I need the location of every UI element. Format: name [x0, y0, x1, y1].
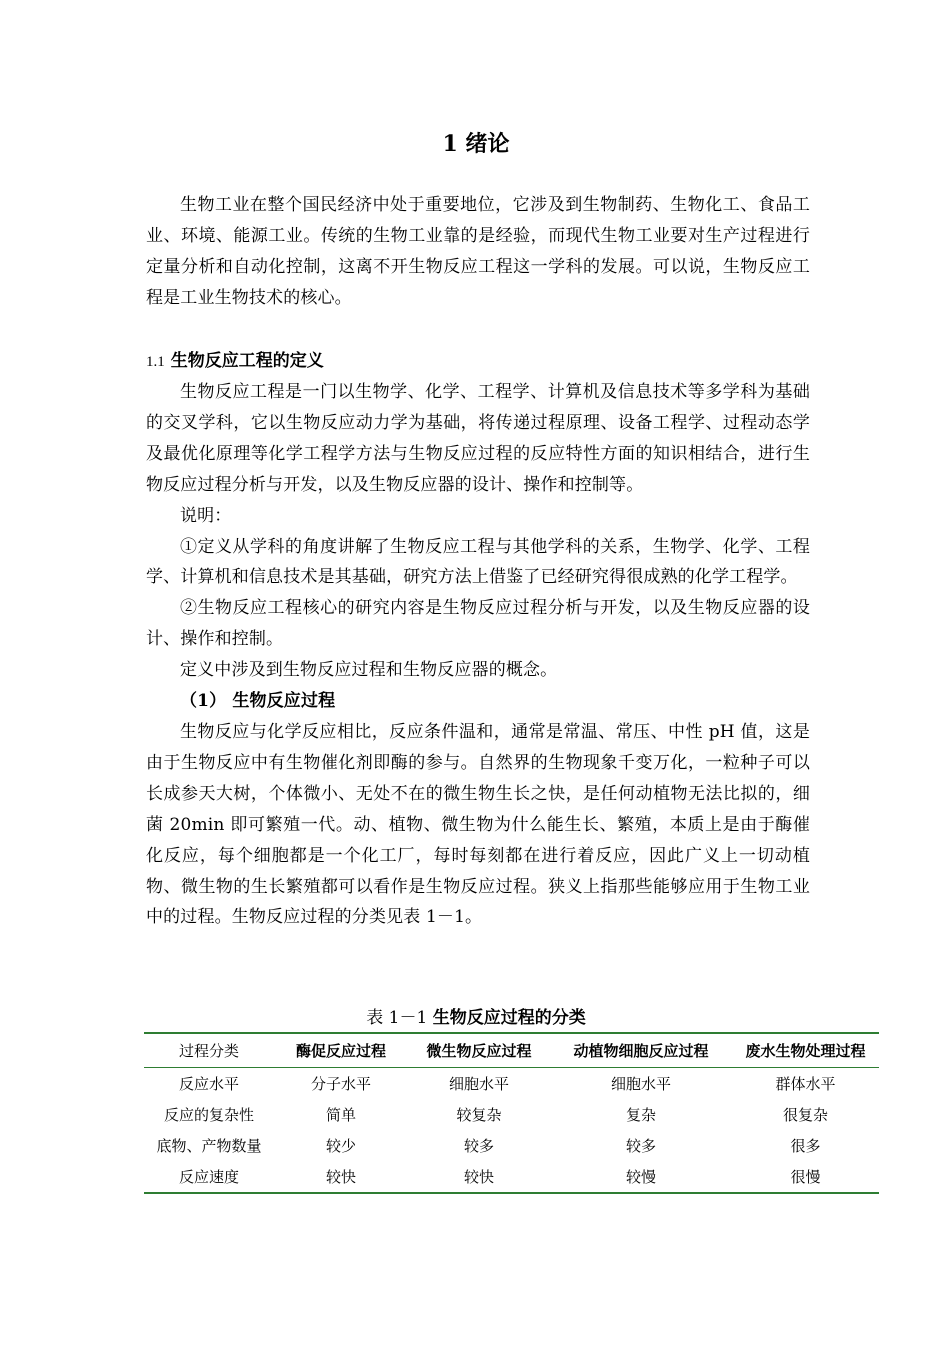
table-caption-title: 生物反应过程的分类	[432, 1008, 586, 1028]
table-header-cell: 酶促反应过程	[295, 1042, 386, 1060]
table-cell: 很复杂	[782, 1106, 828, 1124]
section-heading	[146, 347, 324, 376]
table-cell: 群体水平	[775, 1075, 836, 1093]
table-cell: 反应速度	[178, 1168, 239, 1186]
table-row	[144, 1161, 879, 1193]
intro-block	[146, 190, 810, 314]
table-cell: 较复杂	[456, 1106, 502, 1124]
definition-paragraph: 生物反应工程是一门以生物学、化学、工程学、计算机及信息技术等多学科为基础的交叉学科，它以生物反应动力学为基础，将传递过程原理、设备工程学、过程动态学及最优化原理等化学工程学方法与生物反应过程的反应特性方面的知识相结合，进行生物反应过程分析与开发，以及生物反应器的设计、操作和控制等。	[146, 382, 810, 495]
chapter-title: 1 绪论	[442, 131, 510, 157]
note-1: ①定义从学科的角度讲解了生物反应工程与其他学科的关系，生物学、化学、工程学、计算机和信息技术是其基础，研究方法上借鉴了已经研究得很成熟的化学工程学。	[146, 536, 810, 588]
table-row	[144, 1130, 879, 1161]
table-cell: 较快	[463, 1168, 494, 1186]
section-number: 1.1	[146, 354, 165, 370]
table-cell: 较少	[325, 1137, 356, 1155]
table-row	[144, 1068, 879, 1100]
table-cell: 细胞水平	[448, 1075, 509, 1093]
section-title: 生物反应工程的定义	[170, 351, 324, 371]
table-cell: 较多	[625, 1137, 656, 1155]
table-cell: 复杂	[625, 1106, 656, 1124]
note-label: 说明：	[180, 505, 232, 526]
table-cell: 较快	[325, 1168, 356, 1186]
subsection-title: （1） 生物反应过程	[180, 691, 336, 712]
table-caption-prefix: 表 1－1	[366, 1008, 428, 1028]
table-caption	[0, 1003, 952, 1028]
table-header-cell: 过程分类	[178, 1042, 239, 1060]
table-header-row	[144, 1033, 879, 1068]
table-cell: 很慢	[790, 1168, 821, 1186]
process-paragraph: 生物反应与化学反应相比，反应条件温和，通常是常温、常压、中性 pH 值，这是由于生物反应中有生物催化剂即酶的参与。自然界的生物现象千变万化，一粒种子可以长成参天大树，个体微小、无处不在的微生物生长之快，是任何动植物无法比拟的，细菌 20min 即可繁殖一代。动、植物、微生物为什么能生长、繁殖，本质上是由于酶催化反应，每个细胞都是一个化工厂，每时每刻都在进行着反应，因此广义上一切动植物、微生物的生长繁殖都可以看作是生物反应过程。狭义上指那些能够应用于生物工业中的过程。生物反应过程的分类见表 1－1。	[146, 721, 810, 928]
table-cell: 分子水平	[310, 1075, 371, 1093]
table-cell: 较多	[463, 1137, 494, 1155]
table-header-cell: 微生物反应过程	[426, 1042, 532, 1060]
concept-line: 定义中涉及到生物反应过程和生物反应器的概念。	[180, 660, 558, 681]
table-row	[144, 1099, 879, 1130]
table-cell: 很多	[790, 1137, 821, 1155]
note-2: ②生物反应工程核心的研究内容是生物反应过程分析与开发，以及生物反应器的设计、操作和控制。	[146, 598, 810, 650]
table-cell: 简单	[325, 1106, 356, 1124]
intro-paragraph: 生物工业在整个国民经济中处于重要地位，它涉及到生物制药、生物化工、食品工业、环境、能源工业。传统的生物工业靠的是经验，而现代生物工业要对生产过程进行定量分析和自动化控制，这离不开生物反应工程这一学科的发展。可以说，生物反应工程是工业生物技术的核心。	[146, 195, 810, 308]
table-cell: 细胞水平	[610, 1075, 671, 1093]
body-block	[146, 377, 810, 933]
table-cell: 较慢	[625, 1168, 656, 1186]
table-cell: 底物、产物数量	[156, 1137, 262, 1155]
table-header-cell: 动植物细胞反应过程	[573, 1042, 709, 1060]
table-cell: 反应的复杂性	[163, 1106, 254, 1124]
classification-table	[144, 1032, 879, 1194]
table-header-cell: 废水生物处理过程	[745, 1042, 866, 1060]
table-cell: 反应水平	[178, 1075, 239, 1093]
